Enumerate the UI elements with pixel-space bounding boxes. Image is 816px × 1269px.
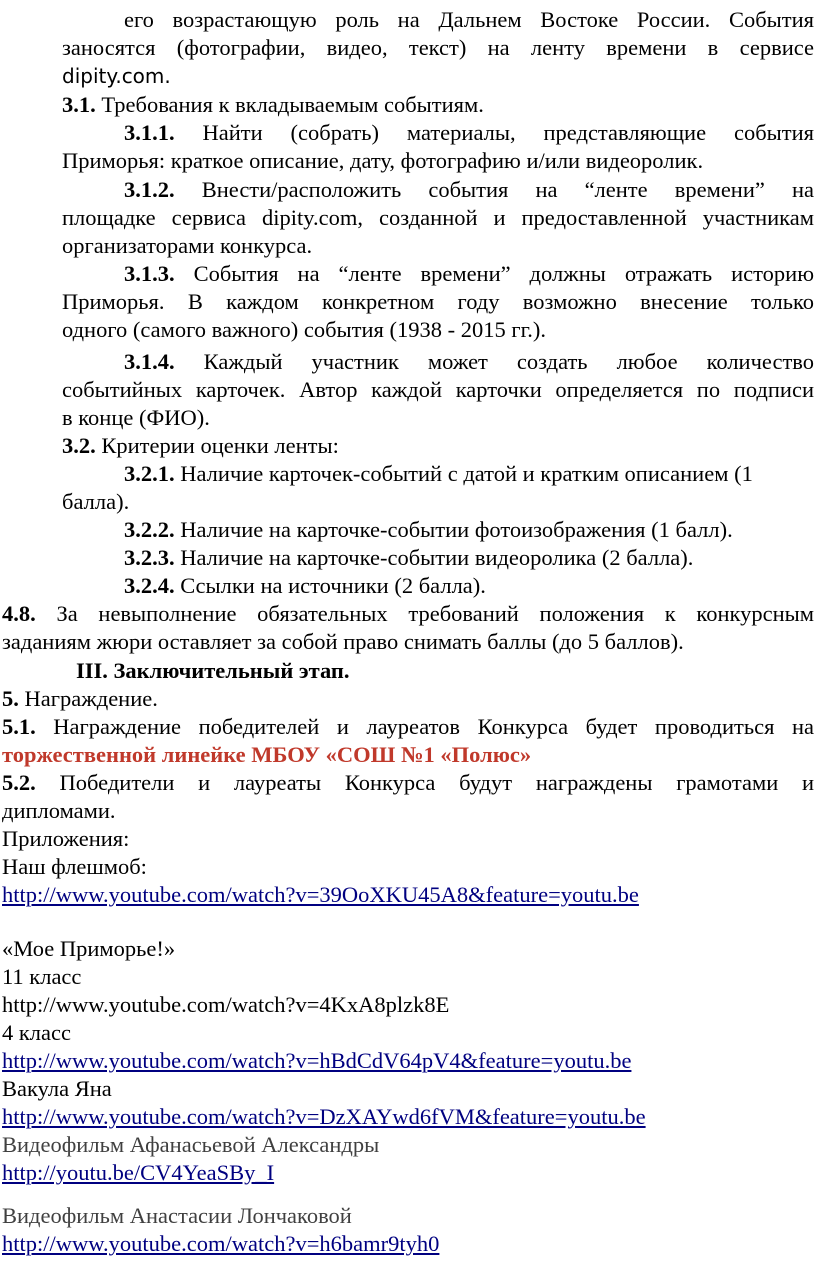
intro-line-1: его возрастающую роль на Дальнем Востоке России. События [124, 7, 814, 32]
section-text: События на “ленте времени” должны отражать историю [193, 261, 814, 286]
section-text: Награждение. [24, 686, 158, 711]
section-text: Найти (собрать) материалы, представляющие события [202, 120, 814, 145]
section-text: Требования к вкладываемым событиям. [101, 92, 484, 117]
section-text: Наличие на карточке-событии фотоизображения (1 балл). [180, 517, 733, 542]
intro-line-3: dipity.com. [62, 64, 171, 88]
section-text: Критерии оценки ленты: [101, 433, 339, 458]
lonchakova-link[interactable]: http://www.youtube.com/watch?v=h6bamr9tyh0 [2, 1231, 440, 1256]
section-5-2-line-1 [2, 769, 814, 797]
section-number: 3.1.3. [124, 261, 175, 286]
section-4-8-line-2: заданиям жюри оставляет за собой право снимать баллы (до 5 баллов). [2, 629, 684, 654]
section-3-1-1-line-1 [124, 119, 814, 147]
flashmob-label: Наш флешмоб: [2, 854, 147, 879]
section-number: 3.1.4. [124, 349, 175, 374]
section-text: Победители и лауреаты Конкурса будут награждены грамотами и [59, 770, 815, 795]
class-4-label: 4 класс [2, 1020, 71, 1045]
section-3-2 [62, 432, 339, 460]
section-number: 3.2.3. [124, 545, 175, 570]
section-3-1 [62, 91, 484, 119]
class-11-label: 11 класс [2, 964, 82, 989]
section-number: 3.1. [62, 92, 96, 117]
section-number: 3.2.2. [124, 517, 175, 542]
section-number: 3.2. [62, 433, 96, 458]
section-3-2-1-line-2: балла). [62, 489, 130, 514]
stage-3-heading: III. Заключительный этап. [76, 658, 350, 683]
vakula-link[interactable]: http://www.youtube.com/watch?v=DzXAYwd6fVM&feature=youtu.be [2, 1104, 646, 1129]
afanasyeva-link[interactable]: http://youtu.be/CV4YeaSBy_I [2, 1160, 275, 1185]
section-text: За невыполнение обязательных требований положения к конкурсным [56, 601, 815, 626]
appendix-title: Приложения: [2, 826, 130, 851]
section-number: 3.1.2. [124, 177, 175, 202]
class-11-url: http://www.youtube.com/watch?v=4KxA8plzk8E [2, 992, 450, 1017]
flashmob-link[interactable]: http://www.youtube.com/watch?v=39OoXKU45A8&feature=youtu.be [2, 882, 639, 907]
section-number: 5.2. [2, 770, 36, 795]
section-text: Ссылки на источники (2 балла). [180, 573, 486, 598]
section-3-1-3-line-3: одного (самого важного) события (1938 - 2015 гг.). [62, 317, 547, 342]
ceremony-venue: торжественной линейке МБОУ «СОШ №1 «Полюс» [2, 742, 532, 767]
section-3-1-1-line-2: Приморья: краткое описание, дату, фотографию и/или видеоролик. [62, 148, 704, 173]
section-number: 3.2.4. [124, 573, 175, 598]
afanasyeva-label: Видеофильм Афанасьевой Александры [2, 1132, 380, 1157]
vakula-label: Вакула Яна [2, 1076, 112, 1101]
section-text: Награждение победителей и лауреатов Конкурса будет проводиться на [53, 714, 815, 739]
section-number: 3.2.1. [124, 461, 175, 486]
section-text: Наличие карточек-событий с датой и кратким описанием (1 [180, 461, 753, 486]
section-3-1-2-line-1 [124, 176, 814, 204]
section-3-2-3 [124, 544, 693, 572]
section-text: Каждый участник может создать любое количество [203, 349, 814, 374]
section-number: 3.1.1. [124, 120, 175, 145]
section-3-2-2 [124, 516, 733, 544]
section-3-2-4 [124, 572, 486, 600]
section-3-2-1-line-1 [124, 460, 753, 488]
section-5-2-line-2: дипломами. [2, 798, 116, 823]
section-3-1-2-line-2: площадке сервиса dipity.com, созданной и предоставленной участникам [62, 205, 814, 230]
section-4-8-line-1 [2, 600, 814, 628]
intro-line-2: заносятся (фотографии, видео, текст) на ленту времени в сервисе [62, 35, 814, 60]
section-3-1-4-line-2: событийных карточек. Автор каждой карточки определяется по подписи [62, 377, 814, 402]
section-3-1-4-line-3: в конце (ФИО). [62, 405, 210, 430]
section-text: Наличие на карточке-событии видеоролика (2 балла). [180, 545, 694, 570]
moe-primorye-title: «Мое Приморье!» [2, 936, 176, 961]
section-5 [2, 685, 158, 713]
section-5-1-line-1 [2, 713, 814, 741]
section-3-1-2-line-3: организаторами конкурса. [62, 233, 313, 258]
section-3-1-3-line-1 [124, 260, 814, 288]
section-number: 4.8. [2, 601, 36, 626]
section-number: 5. [2, 686, 19, 711]
section-3-1-3-line-2: Приморья. В каждом конкретном году возможно внесение только [62, 289, 814, 314]
lonchakova-label: Видеофильм Анастасии Лончаковой [2, 1203, 352, 1228]
class-4-link[interactable]: http://www.youtube.com/watch?v=hBdCdV64pV4&feature=youtu.be [2, 1048, 632, 1073]
section-3-1-4-line-1 [124, 348, 814, 376]
section-number: 5.1. [2, 714, 36, 739]
section-text: Внести/расположить события на “ленте времени” на [201, 177, 814, 202]
